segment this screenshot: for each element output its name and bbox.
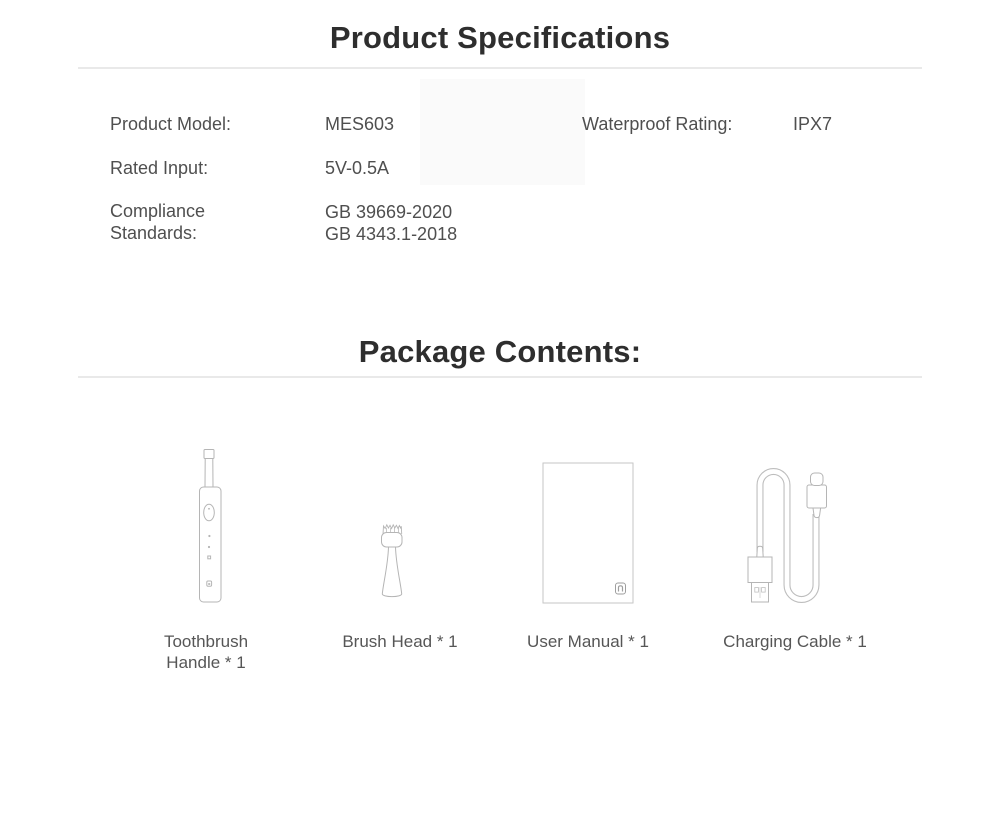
waterproof-rating-value: IPX7	[793, 114, 833, 134]
item-label-charging-cable: Charging Cable * 1	[723, 632, 867, 651]
package-title: Package Contents:	[358, 334, 642, 369]
divider-package	[78, 376, 922, 378]
compliance-standards-value-1: GB 39669-2020	[325, 202, 453, 222]
divider-top	[78, 67, 922, 69]
user-manual-icon	[530, 455, 650, 615]
brush-head-icon	[370, 515, 430, 610]
item-label-brush-head: Brush Head * 1	[342, 632, 458, 651]
waterproof-rating-label: Waterproof Rating:	[582, 114, 733, 134]
compliance-standards-value-2: GB 4343.1-2018	[325, 224, 458, 244]
specs-title: Product Specifications	[329, 20, 671, 55]
product-model-label: Product Model:	[110, 114, 232, 134]
product-model-value: MES603	[325, 114, 395, 134]
item-label-toothbrush-handle: Toothbrush Handle * 1	[163, 632, 249, 672]
compliance-standards-label: Compliance Standards:	[110, 201, 206, 243]
rated-input-value: 5V-0.5A	[325, 158, 390, 178]
charging-cable-icon	[720, 440, 880, 620]
faint-watermark-area	[420, 79, 585, 185]
rated-input-label: Rated Input:	[110, 158, 209, 178]
toothbrush-handle-icon	[177, 445, 237, 625]
item-label-user-manual: User Manual * 1	[527, 632, 649, 651]
